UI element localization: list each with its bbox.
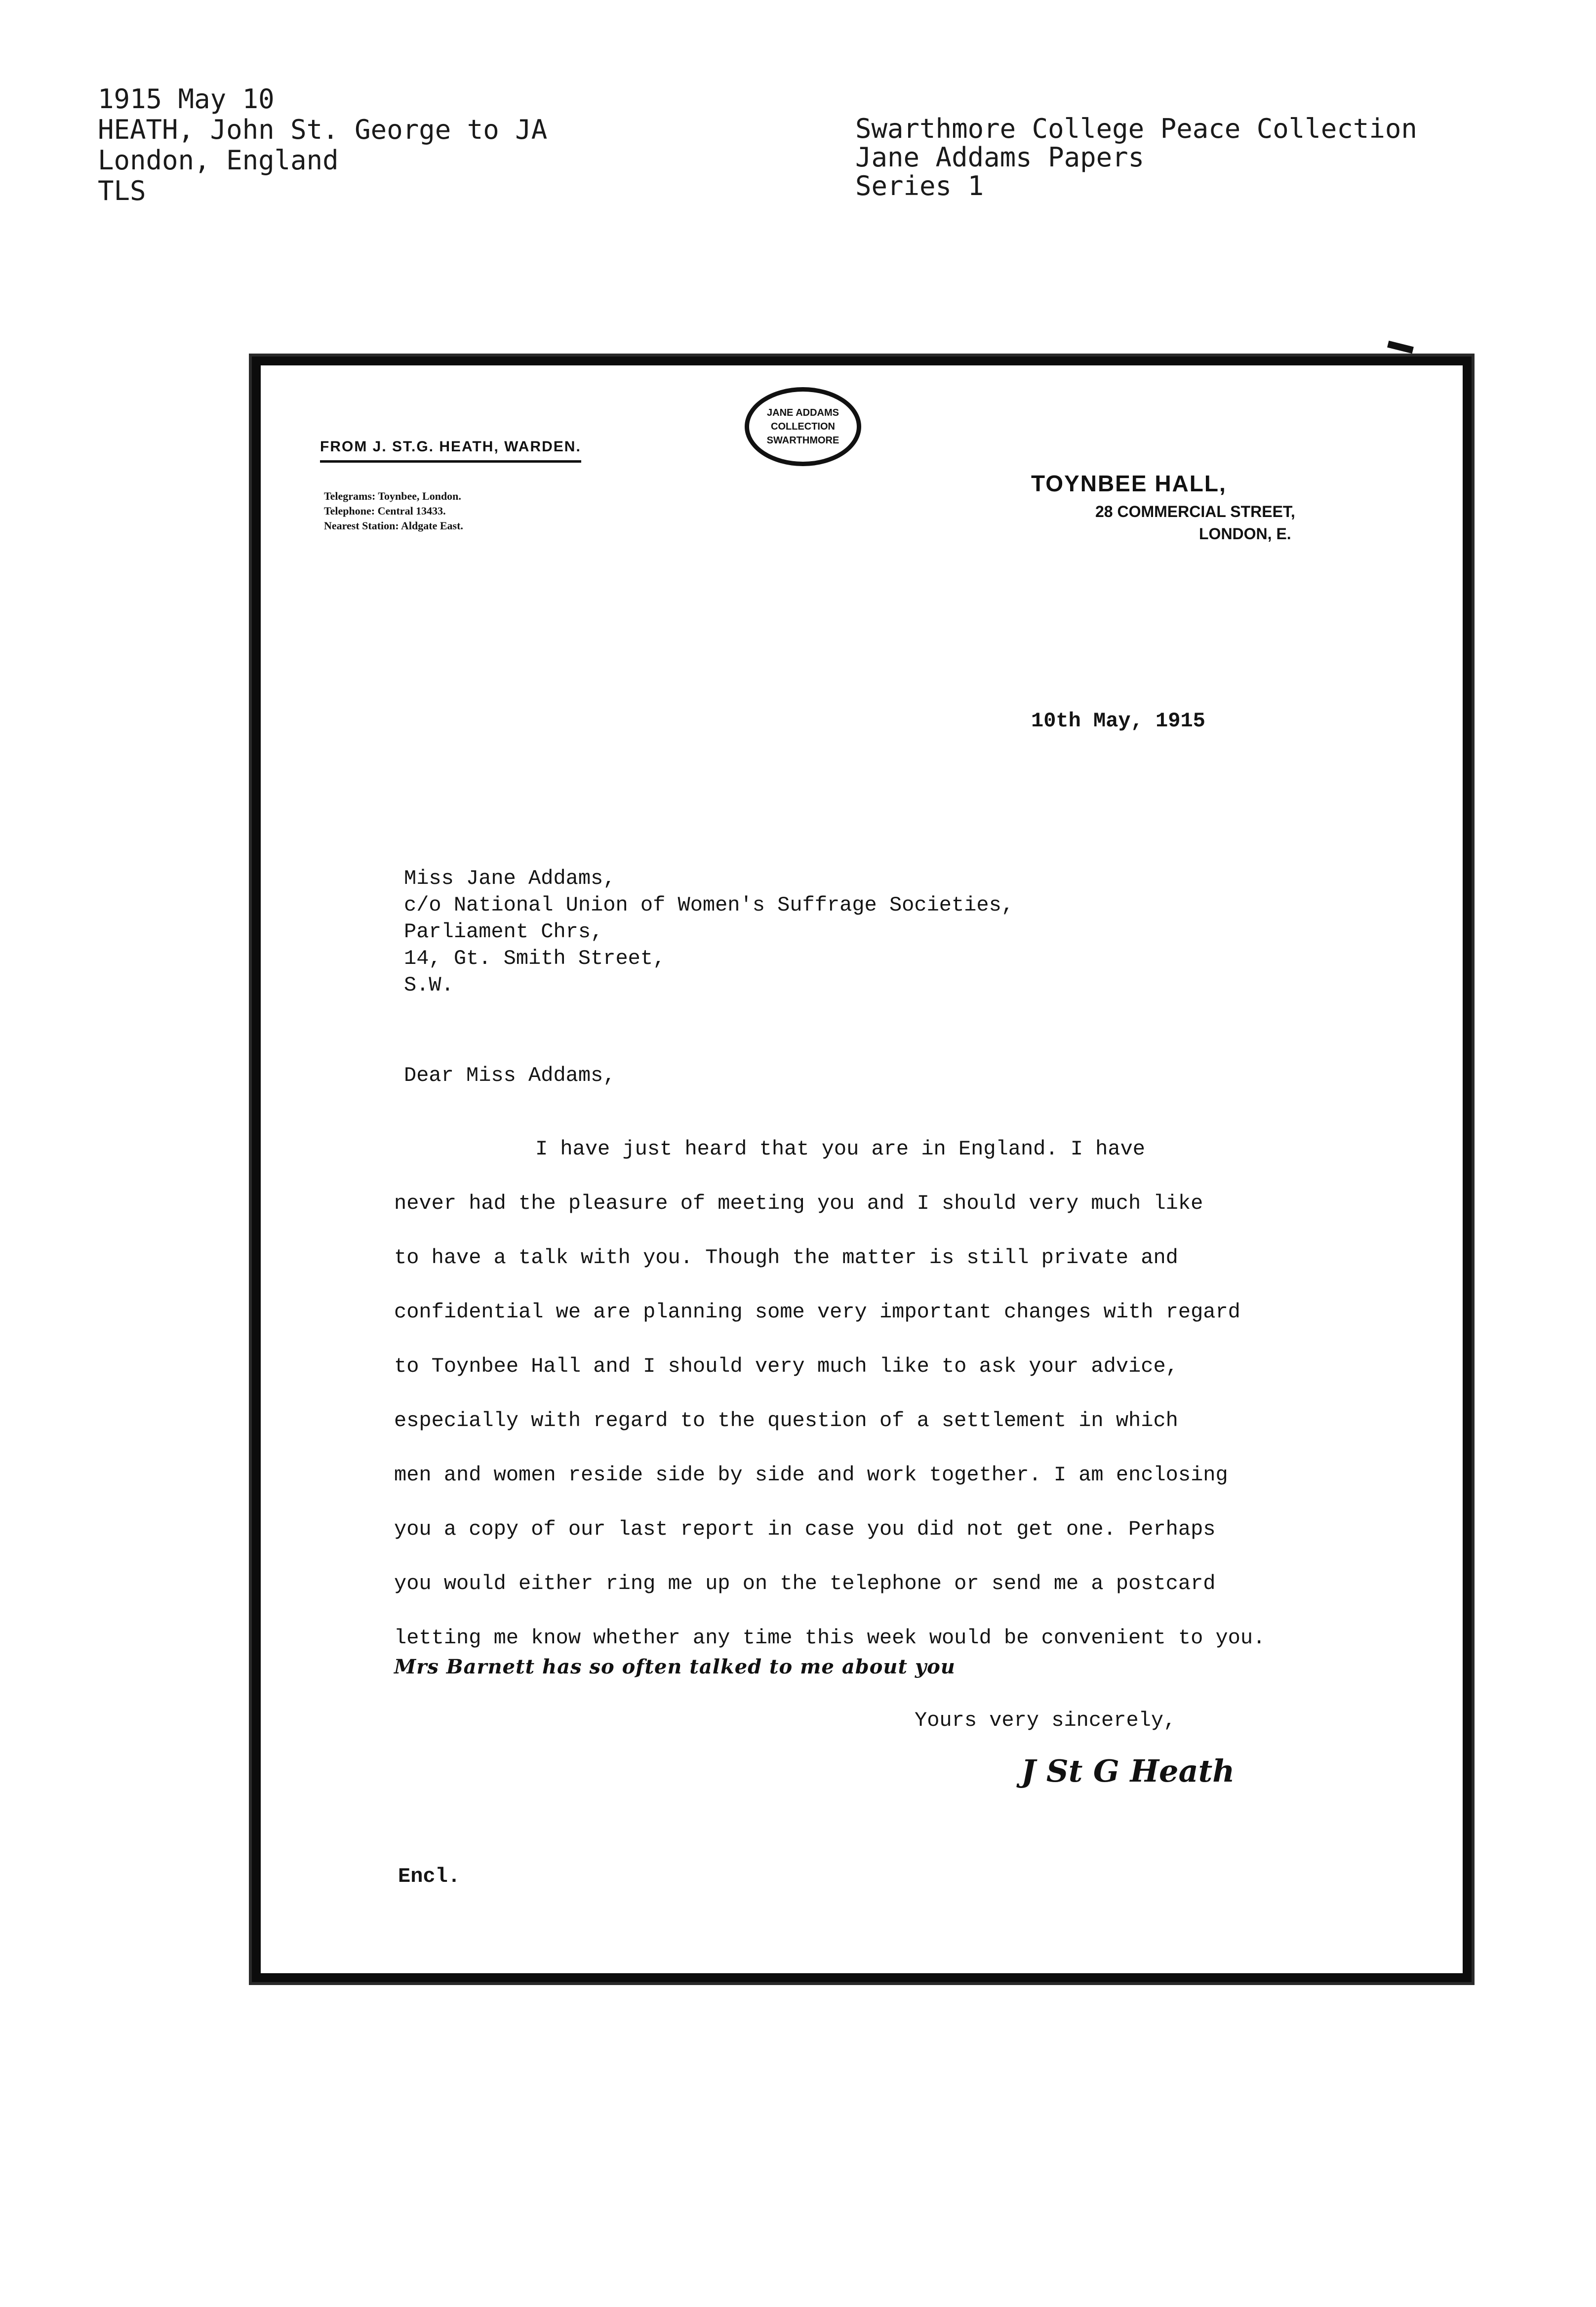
hall-name: TOYNBEE HALL, xyxy=(1031,471,1227,496)
archive-correspondents: HEATH, John St. George to JA xyxy=(98,114,548,145)
letter-body xyxy=(394,1122,1265,1665)
stamp-line: COLLECTION xyxy=(771,421,835,432)
archive-format: TLS xyxy=(98,175,146,206)
telegrams-line: Telegrams: Toynbee, London. xyxy=(324,490,461,502)
station-line: Nearest Station: Aldgate East. xyxy=(324,519,463,532)
letterhead-from-line: FROM J. ST.G. HEATH, WARDEN. xyxy=(320,438,581,463)
archive-catalog-info xyxy=(98,84,547,206)
recipient-line: Parliament Chrs, xyxy=(404,920,603,944)
body-line: confidential we are planning some very important changes with regard xyxy=(394,1300,1240,1324)
archive-place: London, England xyxy=(98,145,339,176)
archive-collection-info xyxy=(855,115,1417,200)
enclosure-note: Encl. xyxy=(398,1865,461,1888)
collection-name: Swarthmore College Peace Collection xyxy=(855,113,1417,144)
papers-name: Jane Addams Papers xyxy=(855,142,1145,173)
recipient-line: Miss Jane Addams, xyxy=(404,867,616,890)
body-line: to have a talk with you. Though the matter is still private and xyxy=(394,1246,1178,1270)
body-line: you a copy of our last report in case you did not get one. Perhaps xyxy=(394,1517,1216,1541)
letterhead-contact-info xyxy=(324,489,463,533)
letter-sheet xyxy=(261,365,1463,1973)
scan-mark xyxy=(1387,341,1414,354)
body-line: men and women reside side by side and work together. I am enclosing xyxy=(394,1463,1228,1487)
series-label: Series 1 xyxy=(855,170,984,201)
closing: Yours very sincerely, xyxy=(915,1709,1176,1732)
archive-date: 1915 May 10 xyxy=(98,83,275,115)
recipient-line: S.W. xyxy=(404,973,454,997)
body-line: I have just heard that you are in England. I have xyxy=(535,1137,1146,1161)
telephone-line: Telephone: Central 13433. xyxy=(324,505,446,517)
stamp-line: SWARTHMORE xyxy=(766,435,839,446)
body-line: never had the pleasure of meeting you and I should very much like xyxy=(394,1192,1203,1215)
letter-date: 10th May, 1915 xyxy=(1031,709,1205,733)
salutation: Dear Miss Addams, xyxy=(404,1064,616,1087)
letter-scan-frame xyxy=(252,357,1472,1982)
body-line: to Toynbee Hall and I should very much like to ask your advice, xyxy=(394,1354,1178,1378)
collection-stamp xyxy=(745,387,861,466)
street-address: 28 COMMERCIAL STREET, xyxy=(1095,503,1295,520)
recipient-line: c/o National Union of Women's Suffrage Societies, xyxy=(404,893,1014,917)
city-address: LONDON, E. xyxy=(1199,525,1291,543)
body-line: especially with regard to the question of a settlement in which xyxy=(394,1409,1178,1432)
body-line: you would either ring me up on the telephone or send me a postcard xyxy=(394,1572,1216,1595)
handwritten-postscript: Mrs Barnett has so often talked to me about you xyxy=(394,1655,956,1678)
body-line: letting me know whether any time this week would be convenient to you. xyxy=(394,1626,1266,1650)
recipient-address xyxy=(404,865,1014,998)
recipient-line: 14, Gt. Smith Street, xyxy=(404,947,666,970)
signature: J St G Heath xyxy=(1021,1753,1235,1789)
letterhead-address xyxy=(1031,470,1295,543)
stamp-line: JANE ADDAMS xyxy=(767,407,839,418)
